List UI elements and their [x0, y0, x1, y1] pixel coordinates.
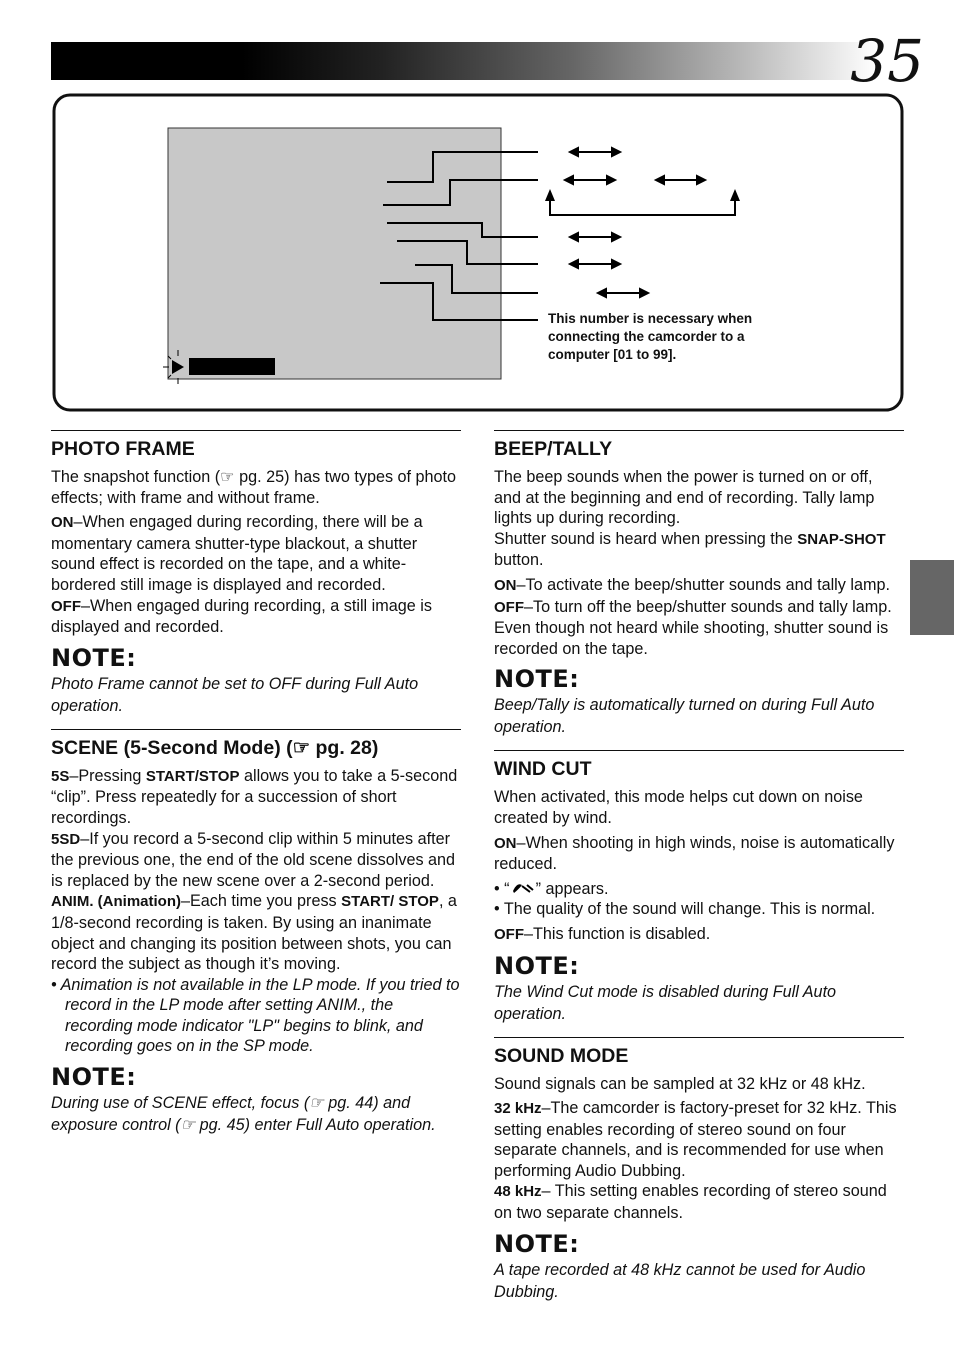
double-arrows — [565, 148, 705, 297]
section-title: BEEP/TALLY — [494, 438, 613, 460]
beep-off: OFF–To turn off the beep/shutter sounds and tally lamp. Even though not heard while shooting, shutter sound is recorded on the tape. — [494, 597, 892, 658]
scene-bullet: • Animation is not available in the LP mode. If you tried to record in the LP mode after setting ANIM., the recording mode indicator "LP" begins to blink, and recording goes on in the SP mode. — [51, 975, 460, 1056]
left-column — [51, 430, 461, 1148]
section-tab — [910, 560, 954, 635]
section-title: SCENE (5-Second Mode) (☞ pg. 28) — [51, 736, 379, 759]
note-heading: NOTE: — [51, 1063, 137, 1092]
note-text: Photo Frame cannot be set to OFF during Full Auto operation. — [51, 674, 419, 715]
note-heading: NOTE: — [494, 1229, 580, 1258]
sound-intro: Sound signals can be sampled at 32 kHz or 48 kHz. — [494, 1074, 866, 1093]
page-number: 35 — [850, 27, 924, 95]
note-text: During use of SCENE effect, focus (☞ pg. 44) and exposure control (☞ pg. 45) enter Full Auto operation. — [51, 1094, 436, 1135]
note-heading: NOTE: — [494, 665, 580, 694]
scene-5sd: 5SD–If you record a 5-second clip within 5 minutes after the previous one, the end of the old scene dissolves and is replaced by the new scene over a 2-second period. — [51, 829, 456, 890]
note-text: Beep/Tally is automatically turned on during Full Auto operation. — [494, 696, 875, 737]
photo-frame-intro: The snapshot function (☞ pg. 25) has two types of photo effects; with frame and without frame. — [51, 468, 457, 507]
note-text: A tape recorded at 48 kHz cannot be used for Audio Dubbing. — [494, 1260, 866, 1301]
wind-cut-icon — [510, 881, 536, 895]
wind-bullet-1: • “ ” appears. — [494, 879, 609, 898]
beep-tally-section — [494, 430, 904, 738]
scene-5s: 5S–Pressing START/STOP allows you to take a 5-second “clip”. Press repeatedly for a succession of short recordings. — [51, 766, 458, 827]
wind-cut-section — [494, 750, 904, 1024]
sound-32khz: 32 kHz–The camcorder is factory-preset for 32 kHz. This setting enables recording of stereo sound on four separate channels, and is recommended for use when performing Audio Dubbing. — [494, 1099, 897, 1180]
wind-on: ON–When shooting in high winds, noise is automatically reduced. — [494, 833, 895, 874]
sound-mode-section — [494, 1037, 904, 1303]
right-column — [494, 430, 904, 1315]
photo-frame-section — [51, 430, 461, 717]
photo-frame-on: ON–When engaged during recording, there will be a momentary camera shutter-type blackout, a shutter sound effect is recorded on the tape, and a white-bordered still image is displayed and recorded. — [51, 513, 423, 594]
wind-intro: When activated, this mode helps cut down on noise created by wind. — [494, 788, 863, 827]
note-heading: NOTE: — [494, 951, 580, 980]
scene-section — [51, 729, 461, 1136]
screen-highlight-bar — [189, 358, 275, 375]
arrow-heads — [545, 189, 740, 201]
diagram-note: This number is necessary when connecting the camcorder to a computer [01 to 99]. — [548, 311, 753, 362]
sound-48khz: 48 kHz– This setting enables recording of stereo sound on two separate channels. — [494, 1182, 887, 1223]
diagram-lines — [0, 0, 954, 420]
wind-off: OFF–This function is disabled. — [494, 924, 711, 943]
beep-on: ON–To activate the beep/shutter sounds and tally lamp. — [494, 575, 890, 594]
screen-panel — [168, 128, 501, 379]
scene-anim: ANIM. (Animation)–Each time you press START/ STOP, a 1/8-second recording is taken. By using an inanimate object and changing its position between shots, you can record the subject as though it’s moving. — [51, 892, 457, 974]
photo-frame-off: OFF–When engaged during recording, a still image is displayed and recorded. — [51, 596, 432, 637]
section-title: SOUND MODE — [494, 1044, 629, 1067]
section-title: WIND CUT — [494, 758, 592, 781]
beep-intro: The beep sounds when the power is turned on or off, and at the beginning and end of recording. Tally lamp lights up during recording. — [494, 468, 875, 528]
note-text: The Wind Cut mode is disabled during Full Auto operation. — [494, 982, 837, 1023]
note-heading: NOTE: — [51, 643, 137, 672]
beep-shutter: Shutter sound is heard when pressing the SNAP-SHOT button. — [494, 529, 886, 570]
section-title: PHOTO FRAME — [51, 438, 195, 460]
wind-bullet-2: • The quality of the sound will change. This is normal. — [494, 900, 876, 919]
